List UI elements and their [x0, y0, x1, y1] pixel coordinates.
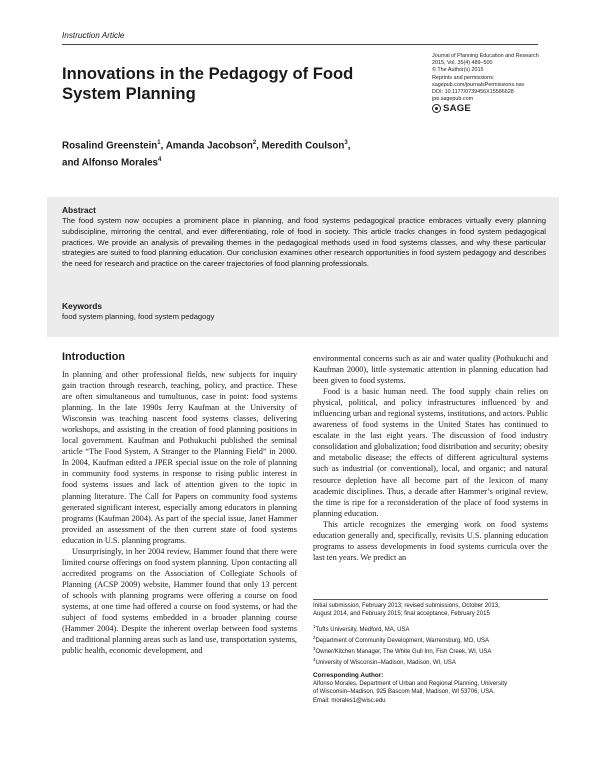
- corresponding-author-line: of Wisconsin–Madison, 925 Bascom Mall, Madison, WI 53706, USA.: [313, 689, 495, 696]
- doi-line[interactable]: DOI: 10.1177/0739456X15586628: [432, 89, 514, 96]
- affiliation-item: [313, 623, 553, 634]
- affiliation-text: Department of Community Development, Warrensburg, MO, USA: [315, 637, 489, 644]
- affiliation-text: University of Wisconsin–Madison, Madison, WI, USA: [315, 660, 456, 667]
- keywords-heading: Keywords: [62, 301, 103, 311]
- affiliation-number: 2: [313, 634, 316, 640]
- affiliation-item: [313, 656, 553, 667]
- article-title: Innovations in the Pedagogy of Food System Planning: [62, 64, 354, 103]
- permissions-link[interactable]: sagepub.com/journalsPermissions.nav: [432, 81, 525, 88]
- corresponding-author-label: Corresponding Author:: [313, 671, 384, 679]
- author-affiliation-marker: 2: [252, 140, 257, 146]
- article-type-label: Instruction Article: [62, 31, 125, 40]
- corresponding-author: [313, 672, 553, 705]
- author-affiliation-marker: 4: [158, 157, 162, 164]
- journal-info: [432, 53, 582, 113]
- body-paragraph: environmental concerns such as air and water quality (Pothukuchi and Kaufman 2000), little systematic attention in planning education had been given to food systems.: [313, 354, 548, 386]
- journal-name: Journal of Planning Education and Research: [432, 53, 539, 59]
- submission-history: [313, 602, 553, 619]
- corresponding-author-line: Alfonso Morales, Department of Urban and Regional Planning, University: [313, 681, 508, 688]
- sage-logo-icon: [432, 104, 441, 113]
- affiliation-list: [313, 623, 553, 668]
- corresponding-author-email[interactable]: Email: morales1@wisc.edu: [313, 697, 386, 704]
- journal-volume: 2015, Vol. 35(4) 489–500: [432, 60, 493, 67]
- footnotes: [313, 602, 553, 709]
- body-column-left: [62, 369, 297, 656]
- abstract-heading: Abstract: [62, 205, 96, 215]
- affiliation-item: [313, 645, 553, 656]
- author-list: Rosalind Greenstein$^1$, Amanda Jacobson$^2$, Meredith Coulson$^3$, and Alfonso Morales$^4$: [62, 140, 351, 169]
- body-paragraph: Unsurprisingly, in her 2004 review, Hammer found that there were limited course offerings on food system planning. Upon contacting all accredited programs on the Association of Collegiate Schools of Planning (ACSP 2009) website, Hammer found that only 13 percent of schools with planning programs were offering a course on food systems, at one time had offered a course on food systems, or had the subject of food systems embedded in a broader planning course (Hammer 2004). Despite the inherent overlap between food systems and traditional planning areas such as land use, transportation systems, public health, economic development, and: [62, 546, 297, 656]
- affiliation-text: Owner/Kitchen Manager, The White Gull Inn, Fish Creek, WI, USA: [315, 649, 492, 656]
- affiliation-item: [313, 634, 553, 645]
- abstract-text: The food system now occupies a prominent place in planning, and food systems pedagogical practice embraces virtually every planning subdiscipline, mirroring the central, and ever differentiating, role of food in society. This article tracks changes in food system pedagogical practices. We provide an analysis of prevailing themes in the pedagogical methods used in food systems classes, and why these particular strategies are suited to food planning education. Our conclusion examines other research opportunities in food system pedagogy and describes the need for research and practice on the career trajectories of food planning professionals.: [62, 216, 546, 269]
- author-affiliation-marker: 1: [157, 140, 161, 146]
- journal-url[interactable]: jpe.sagepub.com: [432, 96, 474, 103]
- body-paragraph: Food is a basic human need. The food supply chain relies on physical, political, and policy infrastructures influenced by and influencing urban and regional systems, institutions, and actors. Public awareness of food systems in the United States has continued to escalate in the last eight years. The discussion of food industry consolidation and globalization; food distribution and security; obesity and metabolic disease; the effects of different agricultural systems such as industrial (or conventional), local, and organic; and natural resource depletion have all become part of the lexicon of many academic disciplines. Thus, a decade after Hammer’s original review, the time is ripe for a reconsideration of the place of food systems in planning education.: [313, 387, 548, 518]
- affiliation-text: Tufts University, Medford, MA, USA: [315, 626, 410, 633]
- author-name: Meredith Coulson: [261, 140, 345, 152]
- affiliation-number: 4: [313, 657, 316, 663]
- body-paragraph: This article recognizes the emerging work on food systems education generally and, specifically, revisits U.S. planning education programs to assess developments in food systems curricula over the last ten years. We predict an: [313, 519, 548, 562]
- copyright-line: © The Author(s) 2015: [432, 67, 484, 74]
- submission-line: Initial submission, February 2013; revised submissions, October 2013,: [313, 603, 500, 609]
- sage-logo: [432, 104, 582, 113]
- reprints-label: Reprints and permissions:: [432, 74, 495, 81]
- body-column-right: [313, 353, 548, 563]
- footnote-rule: [313, 599, 548, 600]
- author-name: Rosalind Greenstein: [62, 140, 158, 152]
- author-name: Amanda Jacobson: [165, 140, 253, 152]
- body-paragraph: In planning and other professional fields, new subjects for inquiry gain traction through research, teaching, policy, and practice. These are often simultaneous and tumultuous, case in point: food systems planning. In the late 1990s Jerry Kaufman at the University of Wisconsin was teaching nascent food systems classes, delivering workshops, and assisting in the creation of food planning positions in local government. Kaufman and Pothukuchi published the seminal article “The Food System, A Stranger to the Planning Field” in 2000. In 2004, Kaufman edited a JPER special issue on the role of planning in community food systems in response to rising public interest in food systems issues and lack of attention given to the topic in planning literature. The Call for Papers on community food systems generated significant interest, especially among educators in planning programs (Kaufman 2004). As part of the special issue, Janet Hammer provided an assessment of the then current state of food systems education in U.S. planning programs.: [62, 370, 297, 545]
- author-name: Alfonso Morales: [81, 157, 158, 169]
- sage-logo-text: SAGE: [443, 103, 471, 115]
- author-affiliation-marker: 3: [344, 140, 348, 146]
- submission-line: August 2014, and February 2015; final acceptance, February 2015: [313, 611, 490, 618]
- keywords-text: food system planning, food system pedagogy: [62, 312, 215, 321]
- affiliation-number: 3: [313, 646, 316, 652]
- header-rule: [62, 44, 538, 45]
- introduction-heading: Introduction: [62, 351, 125, 363]
- affiliation-number: 1: [313, 623, 316, 629]
